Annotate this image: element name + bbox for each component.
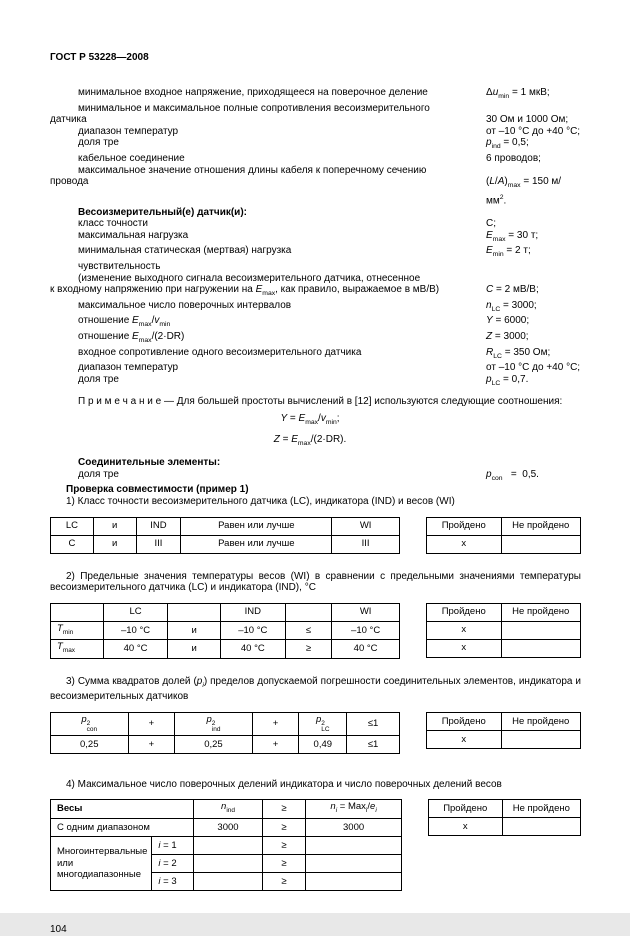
table-cell: WI bbox=[332, 603, 400, 621]
connectors-section-heading bbox=[50, 457, 581, 469]
section-heading-label: Соединительные элементы: bbox=[78, 457, 221, 469]
table-cell: Весы bbox=[51, 800, 194, 818]
spec-value: $p_{con} = 0,5$. bbox=[486, 468, 539, 482]
spec-label: максимальное число поверочных интервалов bbox=[78, 299, 292, 311]
spec-value bbox=[486, 103, 581, 115]
table-cell: Равен или лучше bbox=[181, 535, 332, 553]
table-cell: Пройдено bbox=[426, 603, 501, 621]
result-table-2 bbox=[426, 603, 581, 658]
table-cell: Не пройдено bbox=[502, 800, 580, 818]
table-cell: $T_{max}$ bbox=[51, 640, 104, 658]
table-row bbox=[426, 712, 580, 730]
check-3-tables bbox=[50, 712, 581, 754]
page-number: 104 bbox=[50, 923, 67, 935]
table-cell: WI bbox=[332, 517, 400, 535]
formula-z: $Z = E_{max}/(2\cdot DR)$. bbox=[273, 433, 347, 447]
table-cell: Равен или лучше bbox=[181, 517, 332, 535]
spec-value: 6 проводов; bbox=[486, 152, 541, 164]
table-row bbox=[51, 517, 400, 535]
table-cell bbox=[501, 639, 580, 657]
spec-label: диапазон температур bbox=[78, 362, 179, 374]
result-table-3 bbox=[426, 712, 581, 749]
table-cell: + bbox=[128, 735, 175, 753]
table-cell: Пройдено bbox=[426, 712, 501, 730]
spec-value: $E_{max} = 30$ т; bbox=[486, 229, 539, 243]
error-fractions-table bbox=[50, 712, 400, 754]
spec-row bbox=[50, 284, 581, 300]
spec-row bbox=[50, 245, 581, 261]
table-cell: Пройдено bbox=[428, 800, 502, 818]
table-cell: 3000 bbox=[194, 818, 262, 836]
table-cell: IND bbox=[136, 517, 181, 535]
table-cell: ≥ bbox=[262, 836, 306, 854]
spec-row bbox=[50, 153, 581, 165]
spec-row bbox=[50, 103, 581, 115]
table-cell bbox=[285, 603, 332, 621]
spec-value: $\Delta u_{min} = 1$ мкВ; bbox=[486, 87, 550, 100]
spec-row bbox=[50, 176, 581, 207]
table-cell: Не пройдено bbox=[501, 603, 580, 621]
spec-label: чувствительность bbox=[78, 261, 161, 273]
table-cell: + bbox=[252, 712, 299, 735]
table-cell: –10 °С bbox=[332, 621, 400, 639]
spec-value: $p_{ind} = 0,5$; bbox=[486, 137, 529, 151]
table-cell: ≥ bbox=[262, 854, 306, 872]
table-row bbox=[426, 517, 580, 535]
section-4-text: 4) Максимальное число поверочных делений индикатора и число поверочных делений весов bbox=[66, 778, 502, 790]
table-row bbox=[428, 800, 580, 818]
table-cell bbox=[306, 836, 402, 854]
spec-row bbox=[50, 218, 581, 230]
table-cell: ≥ bbox=[262, 818, 306, 836]
spec-label: провода bbox=[50, 176, 89, 188]
result-table-1 bbox=[426, 517, 581, 554]
document-title: ГОСТ Р 53228—2008 bbox=[50, 52, 149, 63]
spec-row bbox=[50, 374, 581, 390]
table-cell: p 2 LC bbox=[299, 712, 347, 735]
table-cell: Не пройдено bbox=[501, 712, 580, 730]
table-cell: Многоинтервальные или многодиапазонные bbox=[51, 836, 152, 890]
table-cell: $n_{ind}$ bbox=[194, 800, 262, 818]
loadcell-section-heading bbox=[50, 207, 581, 219]
spec-label: максимальное значение отношения длины кабеля к поперечному сечению bbox=[78, 164, 427, 176]
table-cell bbox=[501, 535, 580, 553]
spec-row bbox=[50, 315, 581, 331]
spec-value: $(L/A)_{max} = 150$ $м/мм^2$. bbox=[486, 176, 562, 207]
spec-label: доля тре bbox=[78, 137, 119, 149]
spec-value: от –10 °С до +40 °С; bbox=[486, 125, 581, 137]
spec-row bbox=[50, 331, 581, 347]
table-cell: x bbox=[426, 730, 501, 748]
table-cell: III bbox=[332, 535, 400, 553]
table-cell: ≤1 bbox=[347, 735, 400, 753]
table-cell bbox=[501, 621, 580, 639]
table-cell bbox=[306, 872, 402, 890]
spec-value: $p_{LC} = 0,7$. bbox=[486, 373, 529, 387]
table-row bbox=[426, 603, 580, 621]
temperature-range-table bbox=[50, 603, 400, 659]
table-cell: и bbox=[168, 621, 221, 639]
table-cell: 40 °С bbox=[221, 640, 286, 658]
table-row bbox=[51, 640, 400, 658]
spec-row bbox=[50, 114, 581, 126]
table-cell bbox=[501, 730, 580, 748]
spec-label: кабельное соединение bbox=[78, 152, 185, 164]
spec-label: (изменение выходного сигнала весоизмерительного датчика, отнесенное bbox=[78, 272, 421, 284]
table-row bbox=[426, 639, 580, 657]
table-cell: i = 1 bbox=[152, 836, 194, 854]
table-cell: и bbox=[93, 517, 136, 535]
spec-label: минимальная статическая (мертвая) нагрузка bbox=[78, 245, 292, 257]
table-cell: $n_i = Max_i/e_i$ bbox=[306, 800, 402, 818]
check-2-tables bbox=[50, 603, 581, 659]
table-cell: LC bbox=[103, 603, 168, 621]
section-1-text: 1) Класс точности весоизмерительного датчика (LC), индикатора (IND) и весов (WI) bbox=[66, 495, 455, 507]
table-cell: p 2 con bbox=[51, 712, 129, 735]
table-cell: LC bbox=[51, 517, 94, 535]
table-cell: i = 2 bbox=[152, 854, 194, 872]
spec-label: минимальное и максимальное полные сопротивления весоизмерительного bbox=[78, 102, 430, 114]
spec-value: от –10 °С до +40 °С; bbox=[486, 362, 581, 374]
table-cell: ≤ bbox=[285, 621, 332, 639]
spec-label: класс точности bbox=[78, 218, 148, 230]
spec-label: доля тре bbox=[78, 468, 119, 480]
table-cell: ≥ bbox=[262, 872, 306, 890]
spec-row bbox=[50, 87, 581, 103]
note-paragraph: П р и м е ч а н и е — Для большей простоты вычислений в [12] используются следующие соотношения: bbox=[78, 396, 563, 408]
table-cell: + bbox=[252, 735, 299, 753]
table-row bbox=[51, 836, 402, 854]
table-cell: x bbox=[426, 639, 501, 657]
table-cell: 40 °С bbox=[332, 640, 400, 658]
spec-row bbox=[50, 300, 581, 316]
check-4-tables bbox=[50, 799, 581, 890]
section-heading-label: Весоизмерительный(е) датчик(и): bbox=[78, 206, 247, 218]
spec-value: $n_{LC} = 3000$; bbox=[486, 299, 537, 313]
table-cell: Пройдено bbox=[426, 517, 501, 535]
spec-label: отношение $E_{max}/v_{min}$ bbox=[78, 315, 171, 329]
table-cell: 3000 bbox=[306, 818, 402, 836]
table-cell: III bbox=[136, 535, 181, 553]
table-row bbox=[51, 621, 400, 639]
check-heading: Проверка совместимости (пример 1) bbox=[66, 484, 249, 496]
table-cell: –10 °С bbox=[103, 621, 168, 639]
table-row bbox=[51, 800, 402, 818]
table-cell bbox=[306, 854, 402, 872]
spec-row bbox=[50, 165, 581, 177]
spec-value: Y = 6000; bbox=[486, 315, 530, 327]
table-cell bbox=[194, 872, 262, 890]
spec-row bbox=[50, 137, 581, 153]
spec-label: входное сопротивление одного весоизмерительного датчика bbox=[78, 346, 362, 358]
verification-divisions-table bbox=[50, 799, 402, 890]
table-row bbox=[426, 730, 580, 748]
table-cell: и bbox=[168, 640, 221, 658]
table-cell: 0,25 bbox=[175, 735, 253, 753]
spec-row bbox=[50, 126, 581, 138]
table-cell: ≥ bbox=[285, 640, 332, 658]
table-cell: ≤1 bbox=[347, 712, 400, 735]
table-cell: x bbox=[428, 818, 502, 836]
spec-label: минимальное входное напряжение, приходящееся на поверочное деление bbox=[78, 87, 428, 98]
spec-value: $E_{min} = 2$ т; bbox=[486, 245, 531, 259]
section-2-text: 2) Предельные значения температуры весов (WI) в сравнении с предельными значениями температуры весоизмерительного датчика (LC) и индикатора (IND), °С bbox=[50, 570, 581, 594]
formula-y: $Y = E_{max}/v_{min}$; bbox=[280, 412, 340, 426]
table-cell: x bbox=[426, 621, 501, 639]
table-cell: i = 3 bbox=[152, 872, 194, 890]
result-table-4 bbox=[428, 799, 581, 836]
table-cell: Не пройдено bbox=[501, 517, 580, 535]
table-cell: и bbox=[93, 535, 136, 553]
class-compatibility-table bbox=[50, 517, 400, 554]
table-cell: ≥ bbox=[262, 800, 306, 818]
table-cell: p 2 ind bbox=[175, 712, 253, 735]
table-row bbox=[51, 735, 400, 753]
table-cell: 0,25 bbox=[51, 735, 129, 753]
table-cell bbox=[168, 603, 221, 621]
table-cell: $T_{min}$ bbox=[51, 621, 104, 639]
table-row bbox=[51, 603, 400, 621]
table-cell bbox=[502, 818, 580, 836]
spec-row bbox=[50, 273, 581, 285]
spec-value bbox=[486, 165, 581, 177]
spec-label: к входному напряжению при нагружении на $E_{max}$, как правило, выражаемое в мВ/В) bbox=[50, 284, 440, 298]
table-cell: + bbox=[128, 712, 175, 735]
table-row bbox=[51, 712, 400, 735]
spec-value: Z = 3000; bbox=[486, 331, 529, 343]
spec-row bbox=[50, 362, 581, 374]
table-cell bbox=[51, 603, 104, 621]
section-3-text: 3) Сумма квадратов долей $(p_i)$ пределов допускаемой погрешности соединительных элементов, индикатора и весоизмерительных датчиков bbox=[50, 675, 581, 703]
spec-value bbox=[486, 273, 581, 285]
table-row bbox=[51, 818, 402, 836]
table-cell bbox=[194, 836, 262, 854]
table-row bbox=[428, 818, 580, 836]
table-row bbox=[51, 535, 400, 553]
spec-label: диапазон температур bbox=[78, 125, 179, 137]
document-content bbox=[50, 87, 581, 936]
table-cell: x bbox=[426, 535, 501, 553]
spec-value: 30 Ом и 1000 Ом; bbox=[486, 114, 569, 126]
check-1-tables bbox=[50, 517, 581, 554]
spec-row bbox=[50, 230, 581, 246]
spec-row bbox=[50, 347, 581, 363]
table-row bbox=[426, 621, 580, 639]
spec-row bbox=[50, 469, 581, 485]
spec-value: C; bbox=[486, 218, 496, 230]
table-cell: –10 °С bbox=[221, 621, 286, 639]
table-cell: IND bbox=[221, 603, 286, 621]
spec-label: датчика bbox=[50, 114, 87, 126]
table-row bbox=[426, 535, 580, 553]
table-cell: C bbox=[51, 535, 94, 553]
spec-label: максимальная нагрузка bbox=[78, 229, 189, 241]
table-cell bbox=[194, 854, 262, 872]
spec-value: C = 2 мВ/В; bbox=[486, 284, 539, 296]
spec-row bbox=[50, 261, 581, 273]
spec-label: отношение $E_{max}/(2\cdot DR)$ bbox=[78, 331, 185, 345]
spec-label: доля тре bbox=[78, 373, 119, 385]
table-cell: 0,49 bbox=[299, 735, 347, 753]
spec-value: $R_{LC} = 350$ Ом; bbox=[486, 346, 551, 360]
table-cell: С одним диапазоном bbox=[51, 818, 194, 836]
spec-value bbox=[486, 261, 581, 273]
table-cell: 40 °С bbox=[103, 640, 168, 658]
